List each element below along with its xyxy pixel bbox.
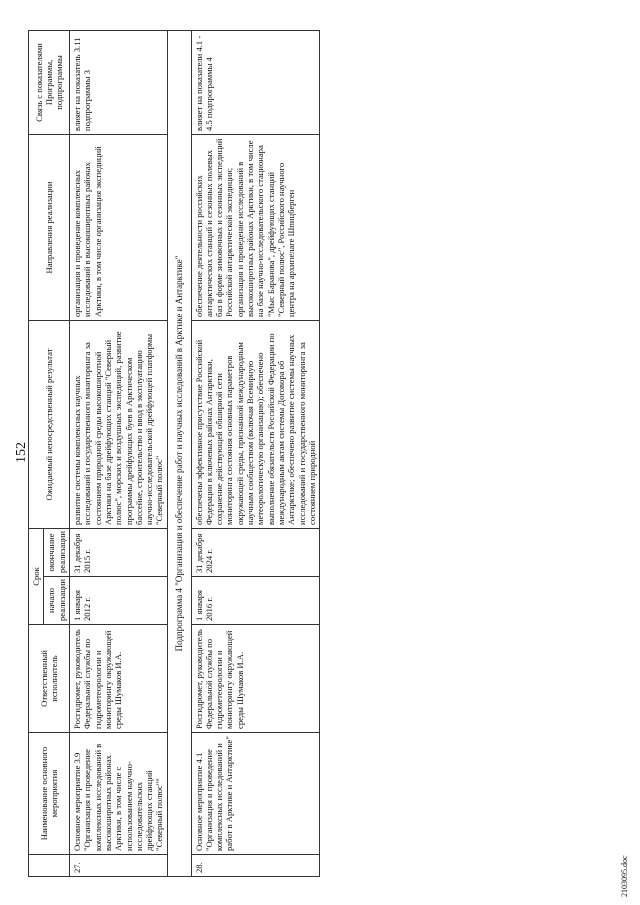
row-responsible: Росгидромет, руководитель Федеральной службы по гидрометеорологии и мониторингу окружающей среды Шумаков И.А. <box>69 625 167 733</box>
table-row <box>191 30 320 876</box>
header-row <box>29 30 44 876</box>
row-number: 28. <box>191 855 320 877</box>
header-term: Срок <box>29 528 44 624</box>
row-end: 31 декабря 2024 г. <box>191 528 320 576</box>
row-number: 27. <box>69 855 167 877</box>
header-directions: Направления реализации <box>29 134 70 320</box>
row-start: 1 января 2016 г. <box>191 577 320 625</box>
page-number: 152 <box>14 442 29 463</box>
row-result: обеспечены эффективное присутствие Российской Федерации в ключевых районах Антарктики, сохранение действующей обширной сети мониторинга состояния основных параметров окружающей среды, признанной международным научным сообществом (включая Всемирную метеорологическую организацию); обеспечено выполнение обязательств Российской Федерации по международным актам системы Договора об Антарктике; обеспечено развитие системы научных исследований и государственного мониторинга за состоянием природной <box>191 320 320 528</box>
document-id: 2103095.doc <box>620 855 629 897</box>
header-end: окончание реализации <box>44 528 70 576</box>
header-name: Наименование основного мероприятия <box>29 733 70 855</box>
row-start: 1 января 2012 г. <box>69 577 167 625</box>
header-link: Связь с показателями Программы, подпрограммы <box>29 30 70 134</box>
row-responsible: Росгидромет, руководитель Федеральной службы по гидрометеорологии и мониторингу окружающей среды Шумаков И.А. <box>191 625 320 733</box>
subprogram-title: Подпрограмма 4 "Организация и обеспечение работ и научных исследований в Арктике и Антарктике" <box>167 30 191 876</box>
row-end: 31 декабря 2015 г. <box>69 528 167 576</box>
table-row <box>69 30 167 876</box>
header-start: начало реализации <box>44 577 70 625</box>
subprogram-row <box>167 30 191 876</box>
row-link: влияет на показатели 4.1 - 4.5 подпрограммы 4 <box>191 30 320 134</box>
activities-table <box>28 30 320 877</box>
row-link: влияет на показатель 3.11 подпрограммы 3 <box>69 30 167 134</box>
row-result: развитие системы комплексных научных исследований и государственного мониторинга за состоянием природной среды высокоширотной Арктики на базе дрейфующих станций "Северный полюс", морских и воздушных экспедиций, развитие программы дрейфующих буев в Арктическом бассейне, строительство и ввод в эксплуатацию научно-исследовательской дрейфующей платформы "Северный полюс" <box>69 320 167 528</box>
header-responsible: Ответственный исполнитель <box>29 625 70 733</box>
row-directions: организация и проведение комплексных исследований в высокоширотных районах Арктики, в том числе организация экспедиций <box>69 134 167 320</box>
row-directions: обеспечение деятельности российских антарктических станций и сезонных полевых баз в форме зимовочных и сезонных экспедиций Российской антарктической экспедиции; организация и проведение исследований в высокоширотных районах Арктики, в том числе на базе научно-исследовательского стационара "Мыс Баранова", дрейфующих станций "Северный полюс", Российского научного центра на архипелаге Шпицберген <box>191 134 320 320</box>
row-name: Основное мероприятие 4.1 "Организация и проведение комплексных исследований и работ в Арктике и Антарктике" <box>191 733 320 855</box>
row-name: Основное мероприятие 3.9 "Организация и проведение комплексных исследований в высокоширотных районах Арктики, в том числе с использованием научно-исследовательских дрейфующих станций "Северный полюс"" <box>69 733 167 855</box>
header-result: Ожидаемый непосредственный результат <box>29 320 70 528</box>
